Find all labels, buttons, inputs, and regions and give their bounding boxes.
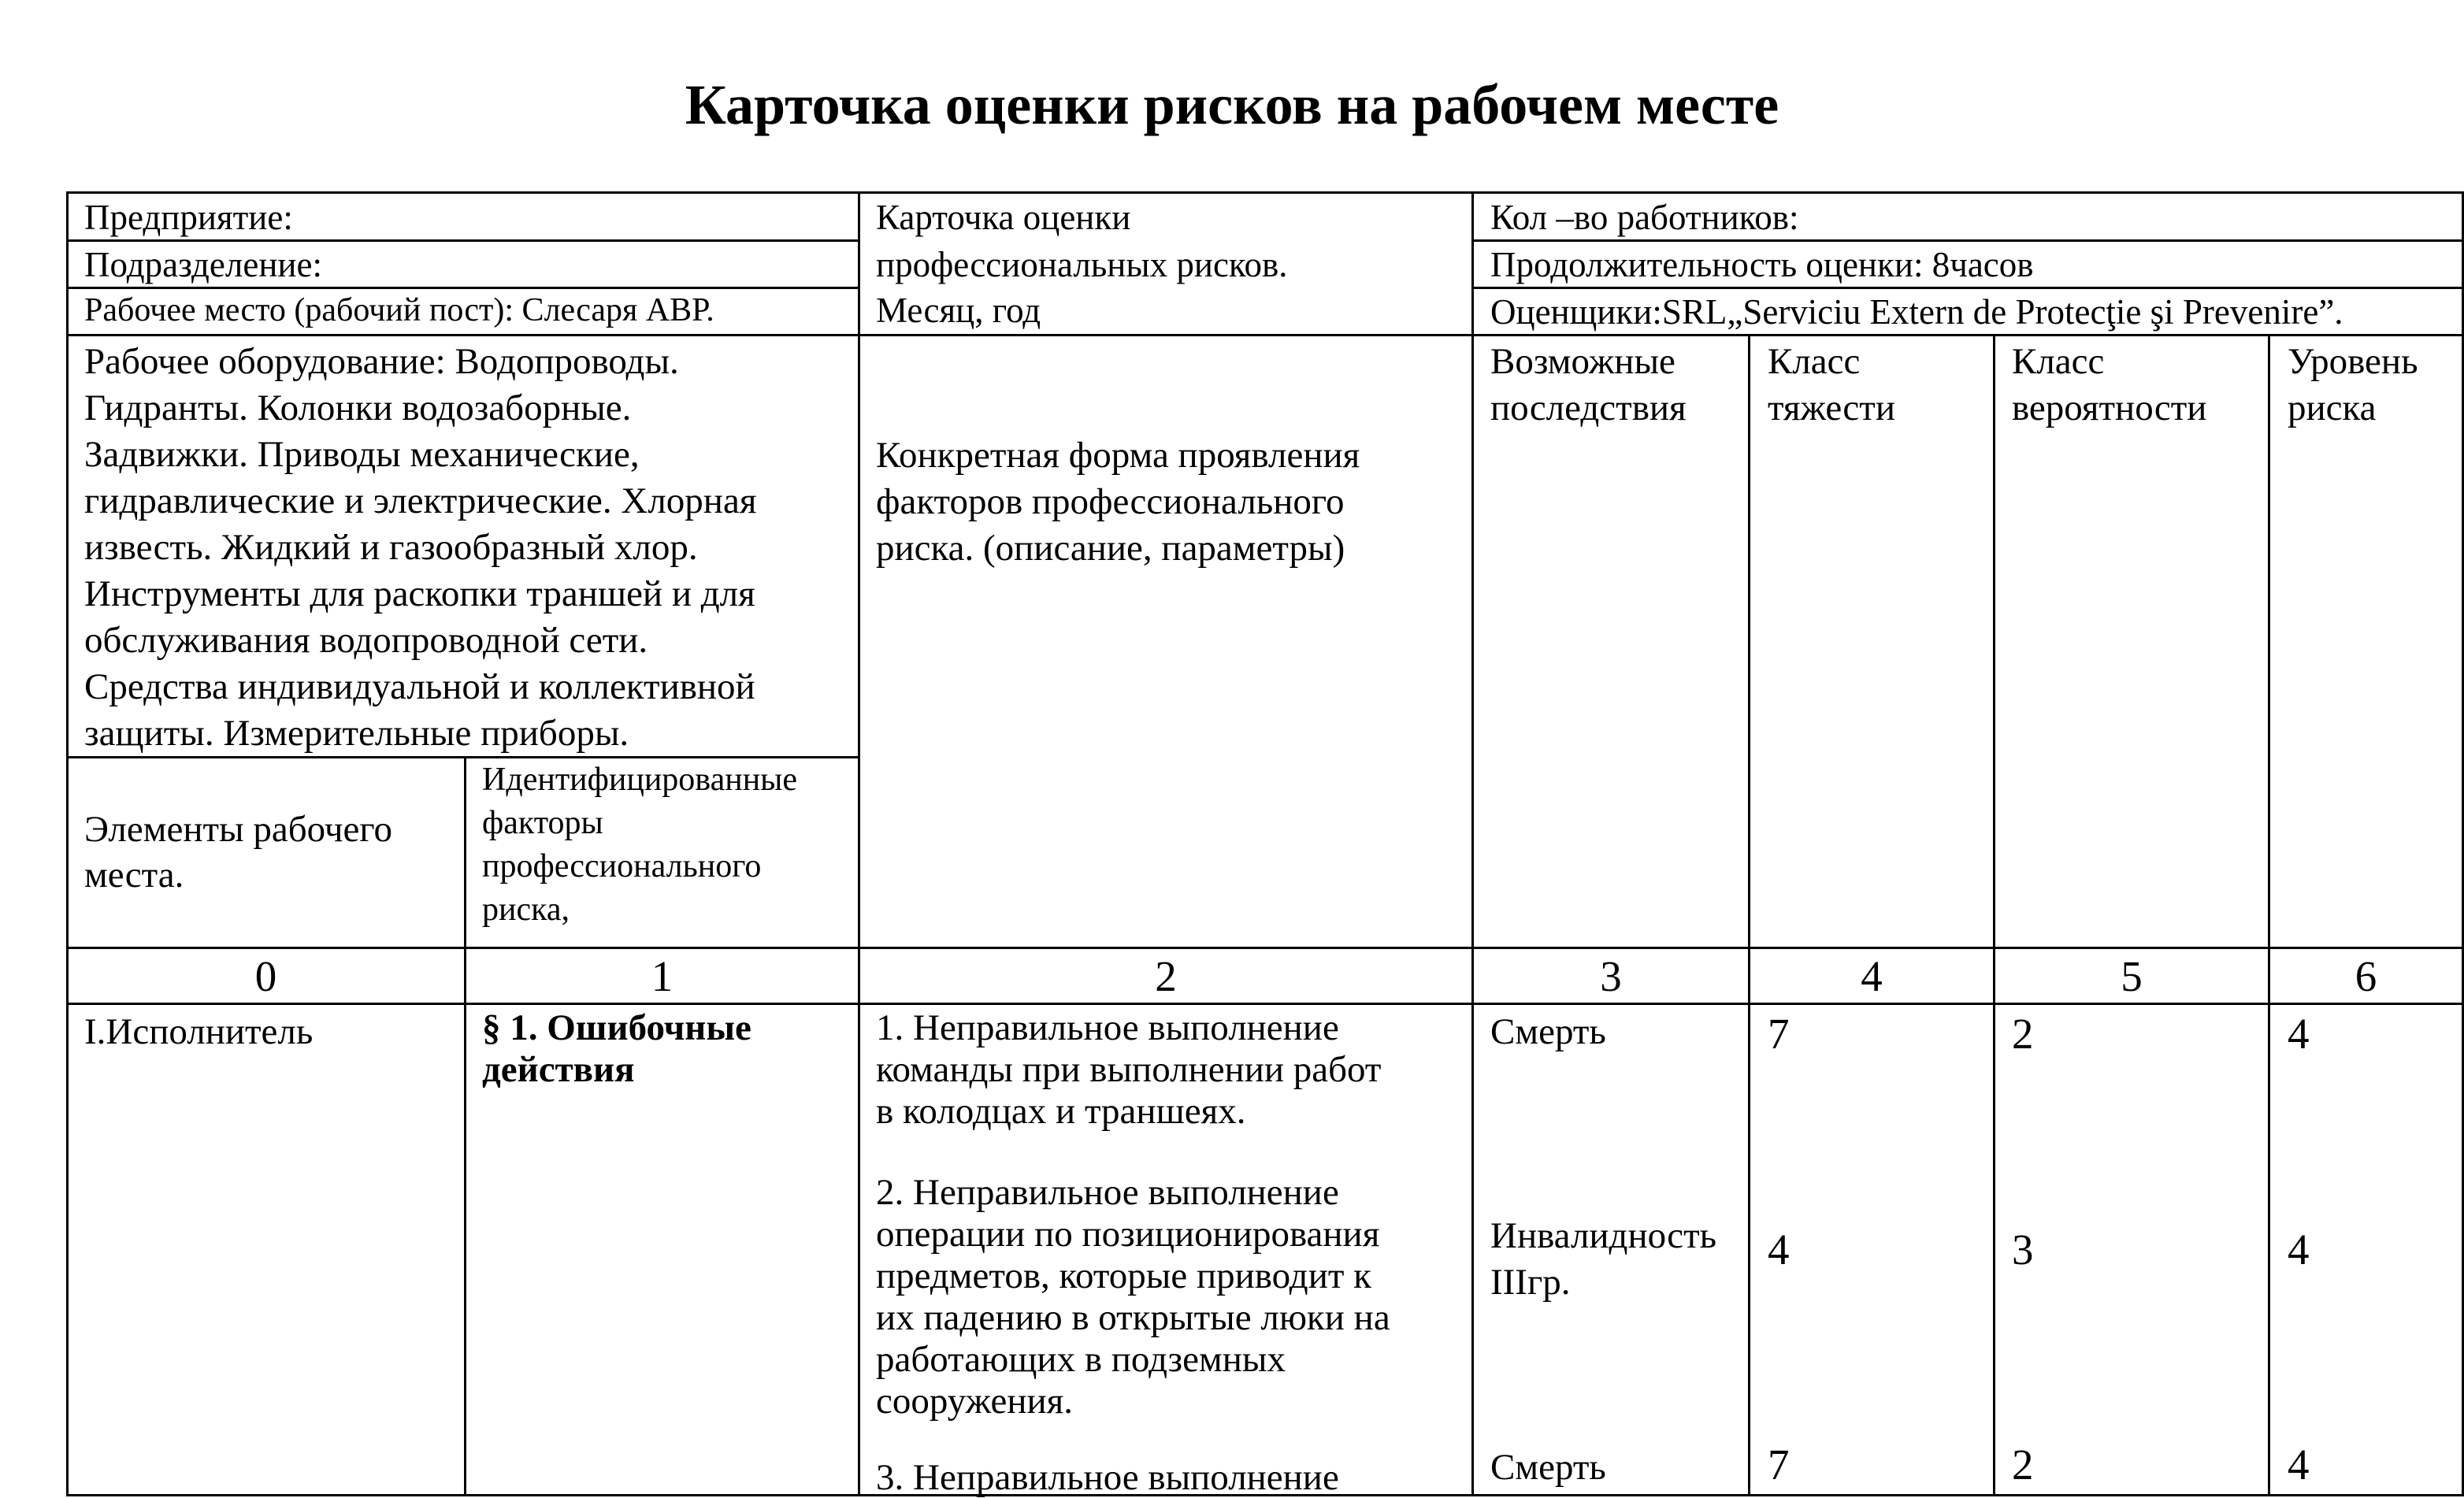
col-consequences-header: последствия [1490,387,1687,428]
equipment-line: Инструменты для раскопки траншей и для [84,573,755,614]
element-executor: I.Исполнитель [84,1011,314,1052]
col-severity-header: Класс [1768,341,1861,382]
description-line: их падению в открытые люки на [876,1297,1390,1338]
col-severity-header: тяжести [1768,387,1895,428]
rule-col5 [1993,334,1995,1496]
description-line: 3. Неправильное выполнение [876,1457,1339,1498]
assessors-label: Оценщики:SRL„Serviciu Extern de Protecţie şi Prevenire”. [1490,292,2343,332]
description-line: команды при выполнении работ [876,1049,1382,1090]
column-number: 0 [254,952,277,1000]
equipment-line: обслуживания водопроводной сети. [84,620,648,661]
rule-top [66,191,2464,194]
severity-value: 7 [1768,1010,1790,1058]
factor-heading: действия [482,1049,635,1090]
card-line-3: Месяц, год [876,291,1041,330]
workers-count-label: Кол –во работников: [1490,198,1799,237]
enterprise-label: Предприятие: [84,198,293,237]
col-risk-header: Уровень [2288,341,2418,382]
rule-col3 [1471,191,1474,1496]
col-factors-header: факторы [482,805,603,841]
division-label: Подразделение: [84,245,322,284]
rule-left [66,191,69,1496]
workplace-label: Рабочее место (рабочий пост): Слесаря АВР. [84,292,714,328]
rule-col1 [464,756,466,1496]
risk-value: 4 [2288,1441,2310,1489]
description-line: сооружения. [876,1381,1074,1422]
risk-value: 4 [2288,1010,2310,1058]
description-line: 2. Неправильное выполнение [876,1172,1339,1213]
description-line: работающих в подземных [876,1339,1286,1380]
probability-value: 3 [2012,1225,2034,1274]
col-form-header: факторов профессионального [876,481,1345,522]
column-number: 1 [651,952,674,1000]
col-factors-header: профессионального [482,848,762,884]
card-line-1: Карточка оценки [876,198,1131,237]
severity-value: 4 [1768,1225,1790,1274]
rule-col6 [2268,334,2270,1496]
column-number: 4 [1861,952,1883,1000]
equipment-line: Средства индивидуальной и коллективной [84,666,755,707]
probability-value: 2 [2012,1010,2034,1058]
col-elements-header: Элементы рабочего [84,809,393,850]
description-line: предметов, которые приводит к [876,1255,1371,1296]
consequence: Смерть [1490,1011,1606,1052]
factor-heading: § 1. Ошибочные [482,1007,751,1048]
description-line: 1. Неправильное выполнение [876,1007,1339,1048]
consequence: Инвалидность [1490,1215,1717,1256]
consequence: IIIгр. [1490,1262,1571,1303]
col-elements-header: места. [84,855,184,895]
description-line: операции по позиционирования [876,1214,1380,1255]
equipment-line: защиты. Измерительные приборы. [84,713,629,754]
col-factors-header: риска, [482,892,570,928]
rule-col4 [1748,334,1750,1496]
column-number: 3 [1600,952,1622,1000]
column-number: 5 [2121,952,2143,1000]
risk-value: 4 [2288,1225,2310,1274]
consequence: Смерть [1490,1447,1606,1488]
rule-numbers-top [66,947,2464,949]
col-probability-header: вероятности [2012,387,2207,428]
equipment-line: Рабочее оборудование: Водопроводы. [84,341,679,382]
col-probability-header: Класс [2012,341,2105,382]
equipment-line: Задвижки. Приводы механические, [84,434,640,475]
equipment-line: известь. Жидкий и газообразный хлор. [84,527,698,568]
col-form-header: Конкретная форма проявления [876,435,1360,476]
column-number: 6 [2355,952,2377,1000]
page-title: Карточка оценки рисков на рабочем месте [685,73,1779,136]
equipment-line: Гидранты. Колонки водозаборные. [84,387,632,428]
severity-value: 7 [1768,1441,1790,1489]
card-line-2: профессиональных рисков. [876,245,1288,284]
col-risk-header: риска [2288,387,2377,428]
duration-label: Продолжительность оценки: 8часов [1490,245,2034,284]
col-consequences-header: Возможные [1490,341,1675,382]
probability-value: 2 [2012,1441,2034,1489]
rule-col2 [858,191,860,1496]
equipment-line: гидравлические и электрические. Хлорная [84,480,757,521]
column-number: 2 [1155,952,1177,1000]
description-line: в колодцах и траншеях. [876,1091,1246,1132]
col-form-header: риска. (описание, параметры) [876,528,1345,569]
col-factors-header: Идентифицированные [482,762,798,798]
